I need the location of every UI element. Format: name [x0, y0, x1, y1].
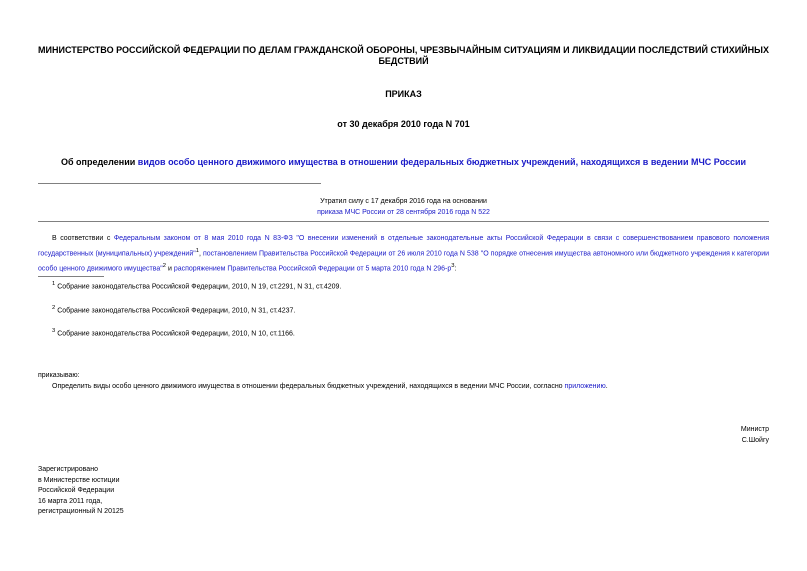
government-order-link[interactable]: распоряжением Правительства Российской Федерации от 5 марта 2010 года N 296-р: [173, 265, 452, 273]
signature-name: С.Шойгу: [741, 437, 769, 444]
signature-block: [741, 424, 769, 446]
footnote-text: Собрание законодательства Российской Федерации, 2010, N 31, ст.4237.: [55, 307, 296, 315]
footnote-2: [52, 305, 752, 314]
footnote-ref-3[interactable]: 3: [451, 263, 455, 270]
registration-line: Российской Федерации: [38, 487, 115, 494]
order-paragraph: [52, 383, 769, 390]
preamble-text-4: :: [454, 265, 457, 273]
document-title: [38, 157, 769, 167]
title-link[interactable]: видов особо ценного движимого имущества в отношении федеральных бюджетных учреждений, находящихся в ведении МЧС России: [137, 157, 747, 167]
registration-block: [38, 465, 124, 518]
footnote-text: Собрание законодательства Российской Федерации, 2010, N 10, ст.1166.: [55, 330, 295, 338]
status-note: [38, 196, 769, 218]
status-divider: [38, 221, 769, 222]
footnote-mark: 3: [52, 328, 56, 334]
appendix-link[interactable]: приложению: [564, 383, 606, 390]
title-divider: [38, 183, 321, 184]
footnote-text: Собрание законодательства Российской Федерации, 2010, N 19, ст.2291, N 31, ст.4209.: [55, 283, 342, 291]
order-text: Определить виды особо ценного движимого имущества в отношении федеральных бюджетных учреждений, находящихся в ведении МЧС России, согласно: [52, 383, 565, 390]
order-end: .: [605, 383, 608, 390]
preamble-text-3: и: [166, 265, 174, 273]
footnote-divider: [38, 276, 104, 277]
order-verb: приказываю:: [38, 372, 80, 379]
preamble-text-2: ,: [199, 250, 203, 258]
footnote-ref-1[interactable]: 1: [195, 248, 199, 254]
ministry-heading: МИНИСТЕРСТВО РОССИЙСКОЙ ФЕДЕРАЦИИ ПО ДЕЛАМ ГРАЖДАНСКОЙ ОБОРОНЫ, ЧРЕЗВЫЧАЙНЫМ СИТУАЦИЯМ И ЛИКВИДАЦИИ ПОСЛЕДСТВИЙ СТИХИЙНЫХ БЕДСТВИЙ: [38, 45, 769, 66]
footnote-mark: 2: [52, 305, 56, 311]
status-text: Утратил силу с 17 декабря 2016 года на основании: [320, 198, 487, 205]
registration-line: регистрационный N 20125: [38, 508, 124, 515]
status-link[interactable]: приказа МЧС России от 28 сентября 2016 года N 522: [317, 209, 490, 216]
document-date-number: от 30 декабря 2010 года N 701: [337, 119, 470, 129]
document-type: ПРИКАЗ: [385, 89, 422, 99]
registration-line: в Министерстве юстиции: [38, 476, 120, 484]
footnote-1: [52, 281, 752, 290]
registration-line: 16 марта 2011 года,: [38, 497, 103, 505]
federal-law-link[interactable]: Федеральным законом от 8 мая 2010 года N 83-ФЗ "О внесении изменений в отдельные законодательные акты Российской Федерации в связи с совершенствованием правового положения государственных (муниципальных) учреждений": [38, 235, 769, 258]
footnote-ref-2[interactable]: 2: [162, 263, 166, 270]
registration-line: Зарегистрировано: [38, 466, 98, 473]
preamble-paragraph: [38, 233, 769, 276]
signature-position: Министр: [740, 426, 769, 433]
title-prefix: Об определении: [60, 157, 138, 167]
footnote-3: [52, 328, 752, 337]
government-decree-link[interactable]: постановлением Правительства Российской Федерации от 26 июля 2010 года N 538 "О порядке отнесения имущества автономного или бюджетного учреждения к категории особо ценного движимого имущества": [38, 250, 770, 273]
footnote-mark: 1: [52, 281, 56, 287]
preamble-text-1: В соответствии с: [52, 235, 114, 242]
